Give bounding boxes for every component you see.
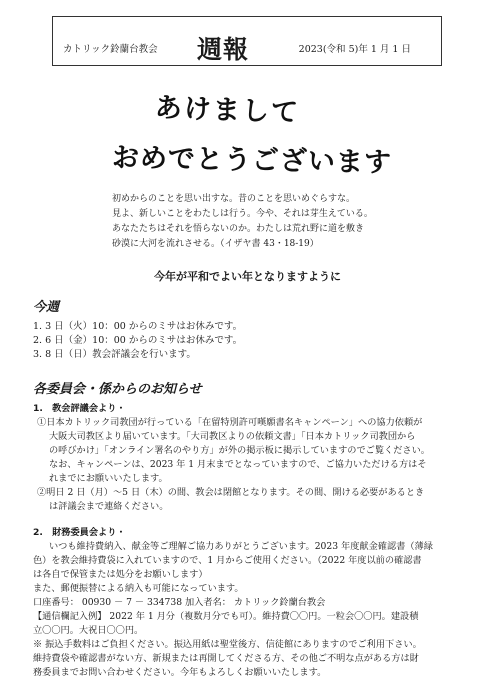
notice-line: また、郵便振替による納入も可能になっています。 bbox=[33, 583, 244, 594]
notice-line: 色）を教会維持費袋に入れていますので、1 月からご使用ください。（2022 年度以前の確認書 bbox=[33, 555, 422, 566]
verse-line: 砂漠に大河を流れさせる。（イザヤ書 43・18-19） bbox=[112, 239, 319, 249]
notice-line: れまでにお願いいたします。 bbox=[49, 473, 168, 484]
issue-date: 2023(令和 5)年 1 月 1 日 bbox=[298, 44, 411, 55]
finance-notice-title: 2. 財務委員会より・ bbox=[33, 527, 126, 538]
council-notice-title: 1. 教会評議会より・ bbox=[33, 403, 126, 414]
finance-notice bbox=[33, 526, 473, 680]
notices-heading: 各委員会・係からのお知らせ bbox=[33, 382, 202, 397]
this-week-heading: 今週 bbox=[33, 300, 60, 315]
notice-line: 大阪大司教区より届いています。「大司教区よりの依頼文書」「日本カトリック司教団から bbox=[49, 431, 416, 442]
notice-line: は各自で保管または処分をお願いします） bbox=[33, 569, 208, 580]
notice-line: なお、キャンペーンは、2023 年 1 月末までとなっていますので、ご協力いただける方はそ bbox=[49, 459, 427, 470]
new-year-greeting-line-1: あけまして bbox=[154, 92, 301, 129]
notice-line: の呼びかけ」「オンライン署名のやり方」が外の掲示板に掲示していますのでご覧ください。 bbox=[49, 445, 430, 456]
notice-line: ②明日 2 日（月）～5 日（木）の間、教会は閉館となります。その間、開ける必要があるとき bbox=[37, 487, 425, 498]
notice-line: 務委員までお問い合わせください。今年もよろしくお願いいたします。 bbox=[33, 667, 327, 678]
list-item: 3. 8 日（日）教会評議会を行います。 bbox=[33, 349, 196, 360]
new-year-motto: 今年が平和でよい年となりますように bbox=[154, 270, 341, 283]
notice-line: 立〇〇円。大祝日〇〇円。 bbox=[33, 625, 144, 636]
this-week-list bbox=[33, 320, 242, 362]
bank-account-line: 口座番号： 00930 － 7 － 334738 加入者名： カトリック鈴蘭台教会 bbox=[33, 597, 326, 608]
verse-line: 初めからのことを思い出すな。昔のことを思いめぐらすな。 bbox=[112, 194, 356, 204]
council-notice bbox=[33, 402, 473, 514]
notice-line: ※ 振込手数料はご負担ください。振込用紙は聖堂後方、信徒館にありますのでご利用下さい。 bbox=[33, 639, 422, 650]
notice-line: ①日本カトリック司教団が行っている「在留特別許可嘆願書名キャンペーン」への協力依頼が bbox=[37, 417, 423, 428]
verse-line: あなたたちはそれを悟らないのか。わたしは荒れ野に道を敷き bbox=[112, 224, 365, 234]
notice-line: 【通信欄記入例】 2022 年 1 月分（複数月分でも可）。維持費〇〇円。一粒会〇〇円。建設積 bbox=[33, 611, 419, 622]
page-title: 週報 bbox=[197, 35, 250, 64]
notice-line: は評議会まで連絡ください。 bbox=[49, 501, 169, 512]
notice-line: いつも維持費納入、献金等ご理解ご協力ありがとうございます。2023 年度献金確認書（薄緑 bbox=[49, 541, 433, 552]
header-box bbox=[52, 16, 442, 66]
verse-line: 見よ、新しいことをわたしは行う。今や、それは芽生えている。 bbox=[112, 209, 373, 219]
list-item: 1. 3 日（火）10：00 からのミサはお休みです。 bbox=[33, 321, 243, 332]
new-year-greeting-line-2: おめでとうございます bbox=[111, 142, 393, 179]
scripture-verse bbox=[112, 192, 442, 252]
notice-line: 維持費袋や確認書がない方、新規または再開してくださる方、その他ご不明な点がある方は財 bbox=[33, 653, 419, 664]
church-name: カトリック鈴蘭台教会 bbox=[63, 44, 158, 55]
list-item: 2. 6 日（金）10：00 からのミサはお休みです。 bbox=[33, 335, 243, 346]
